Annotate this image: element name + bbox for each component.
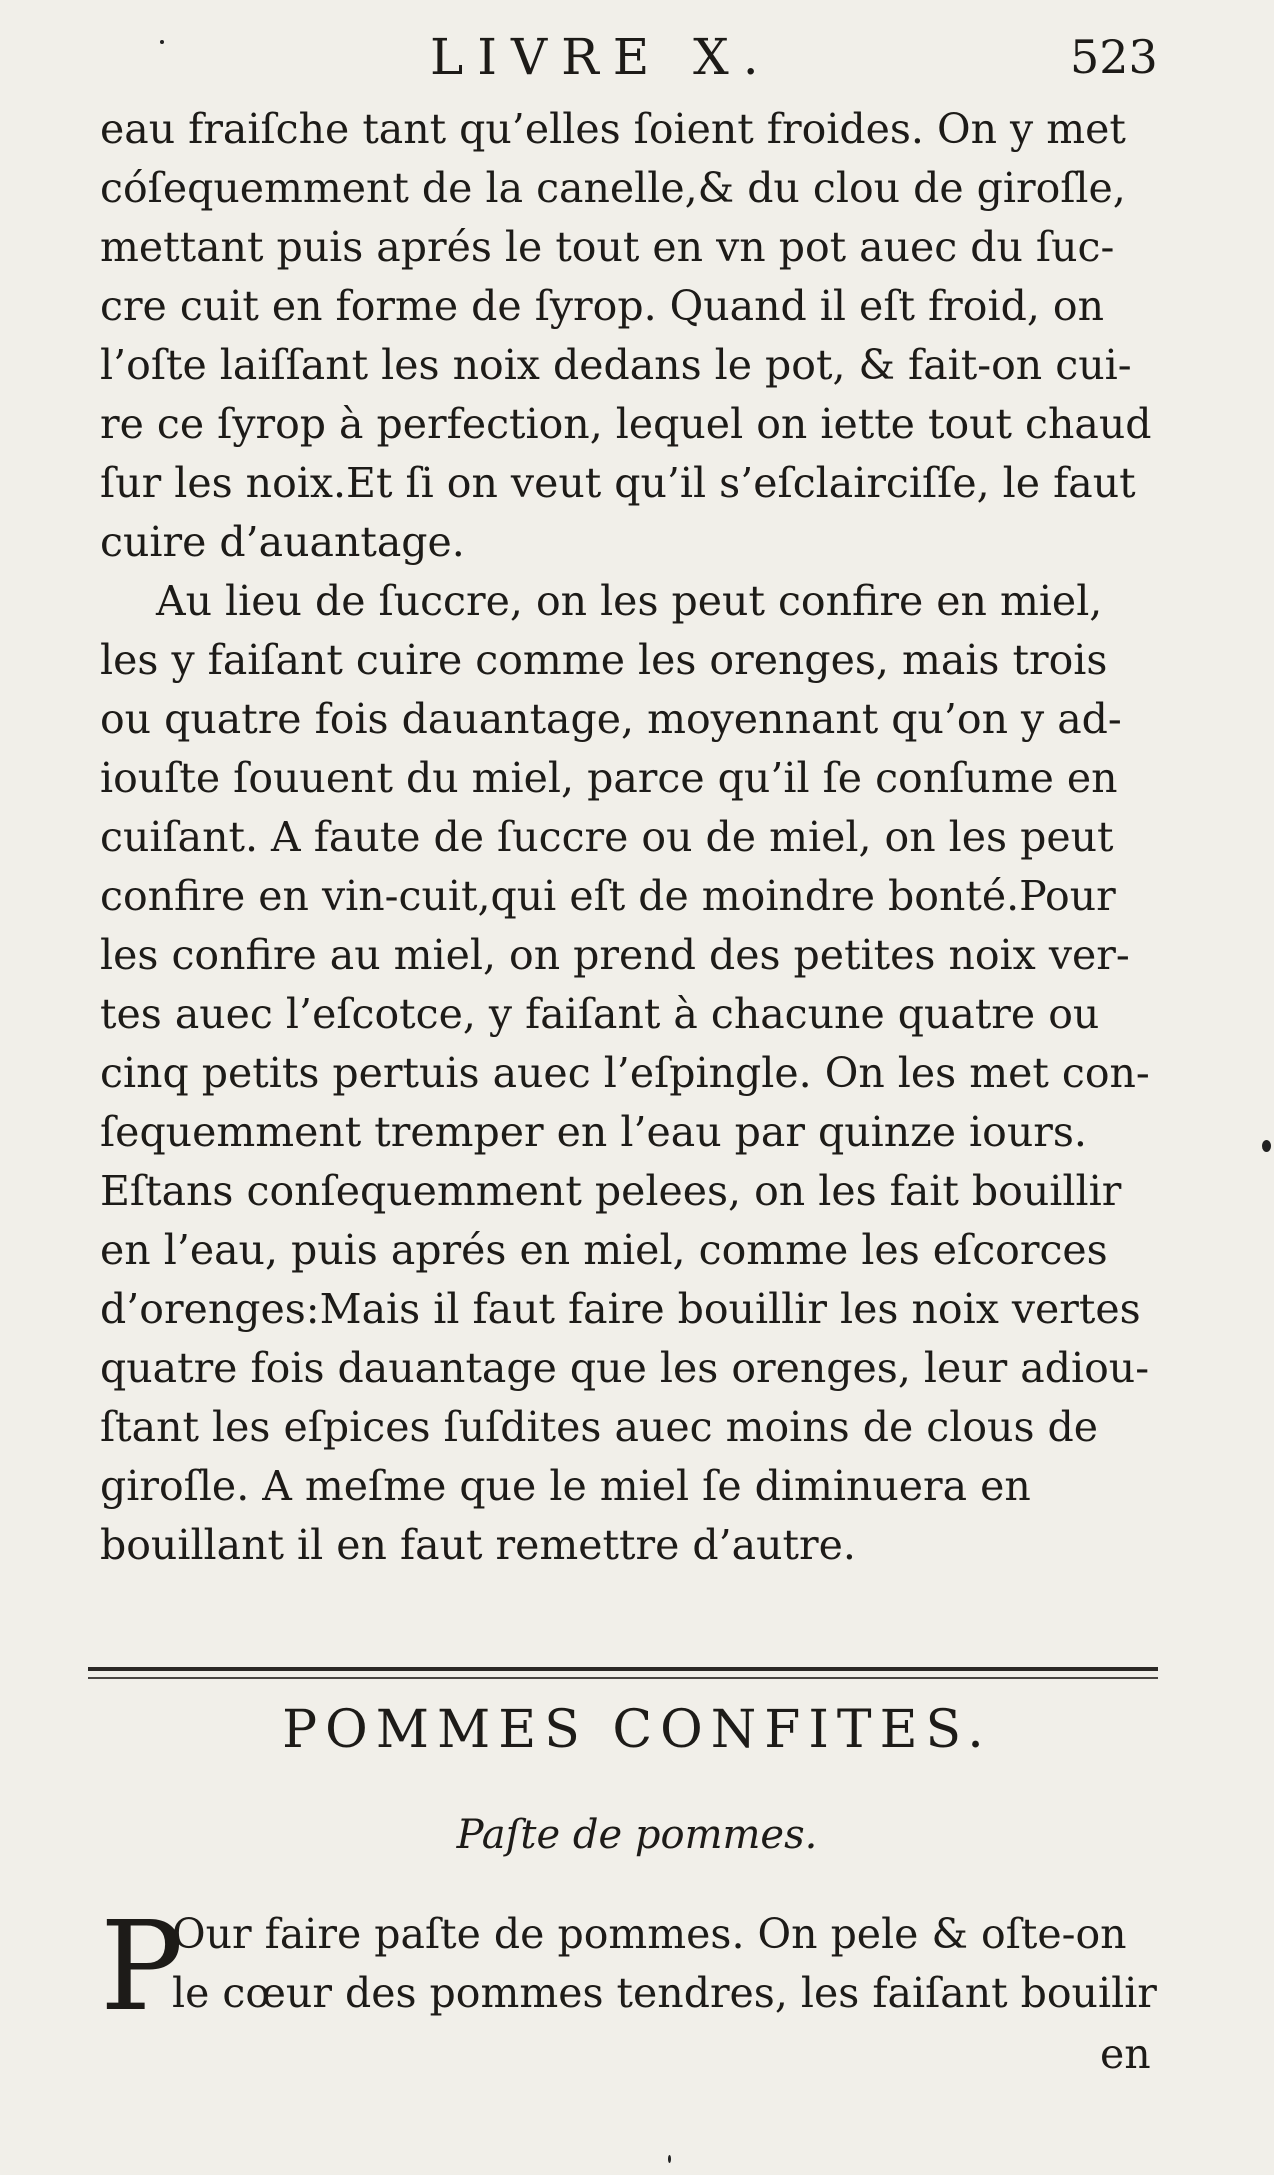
- text-line: le cœur des pommes tendres, les faiſant bouilir: [172, 1969, 1157, 2017]
- text-line: giroſle. A meſme que le miel ſe diminuera en: [100, 1462, 1031, 1510]
- text-line: tes auec l’eſcotce, y faiſant à chacune quatre ou: [100, 990, 1100, 1038]
- text-line: ſur les noix.Et ſi on veut qu’il s’eſclairciſſe, le faut: [100, 459, 1136, 507]
- text-line: l’oſte laiſſant les noix dedans le pot, & fait-on cui-: [100, 341, 1132, 389]
- text-line: d’orenges:Mais il faut faire bouillir les noix vertes: [100, 1285, 1141, 1333]
- text-line: eau fraiſche tant qu’elles ſoient froides. On y met: [100, 105, 1126, 153]
- text-line: Our faire paſte de pommes. On pele & oſte-on: [172, 1910, 1127, 1958]
- text-line: cuiſant. A faute de ſuccre ou de miel, on les peut: [100, 813, 1114, 861]
- text-line: ſtant les eſpices ſuſdites auec moins de clous de: [100, 1403, 1099, 1451]
- section-text: [100, 1905, 1160, 2023]
- section-subheading: Paſte de pommes.: [456, 1812, 818, 1858]
- text-line: les confire au miel, on prend des petites noix ver-: [100, 931, 1130, 979]
- text-line: ſequemment tremper en l’eau par quinze iours.: [100, 1108, 1087, 1156]
- text-line: Eſtans conſequemment pelees, on les fait bouillir: [100, 1167, 1122, 1215]
- section-rule-thin: [88, 1677, 1158, 1679]
- drop-cap: P: [100, 1895, 184, 2039]
- main-text: [100, 100, 1160, 1575]
- page-number: 523: [1070, 30, 1158, 84]
- running-head-title: LIVRE X.: [430, 28, 773, 86]
- catchword: en: [1100, 2030, 1151, 2078]
- text-line: bouillant il en faut remettre d’autre.: [100, 1521, 856, 1569]
- text-line: Au lieu de ſuccre, on les peut confire en miel,: [156, 577, 1103, 625]
- text-line: quatre fois dauantage que les orenges, leur adiou-: [100, 1344, 1150, 1392]
- ink-speck: [160, 40, 164, 44]
- text-line: les y faiſant cuire comme les orenges, mais trois: [100, 636, 1108, 684]
- section-heading: POMMES CONFITES.: [282, 1700, 992, 1760]
- text-line: cóſequemment de la canelle,& du clou de giroſle,: [100, 164, 1126, 212]
- text-line: mettant puis aprés le tout en vn pot auec du ſuc-: [100, 223, 1115, 271]
- ink-speck: [668, 2155, 671, 2163]
- section-rule: [88, 1667, 1158, 1671]
- text-line: cre cuit en forme de ſyrop. Quand il eſt froid, on: [100, 282, 1104, 330]
- text-line: iouſte ſouuent du miel, parce qu’il ſe conſume en: [100, 754, 1118, 802]
- running-head: [0, 28, 1274, 98]
- text-line: confire en vin-cuit,qui eſt de moindre bonté.Pour: [100, 872, 1116, 920]
- text-line: cuire d’auantage.: [100, 518, 465, 566]
- ink-speck: [1262, 1140, 1271, 1152]
- text-line: cinq petits pertuis auec l’eſpingle. On les met con-: [100, 1049, 1150, 1097]
- text-line: ou quatre fois dauantage, moyennant qu’on y ad-: [100, 695, 1122, 743]
- text-line: en l’eau, puis aprés en miel, comme les eſcorces: [100, 1226, 1108, 1274]
- text-line: re ce ſyrop à perfection, lequel on iette tout chaud: [100, 400, 1152, 448]
